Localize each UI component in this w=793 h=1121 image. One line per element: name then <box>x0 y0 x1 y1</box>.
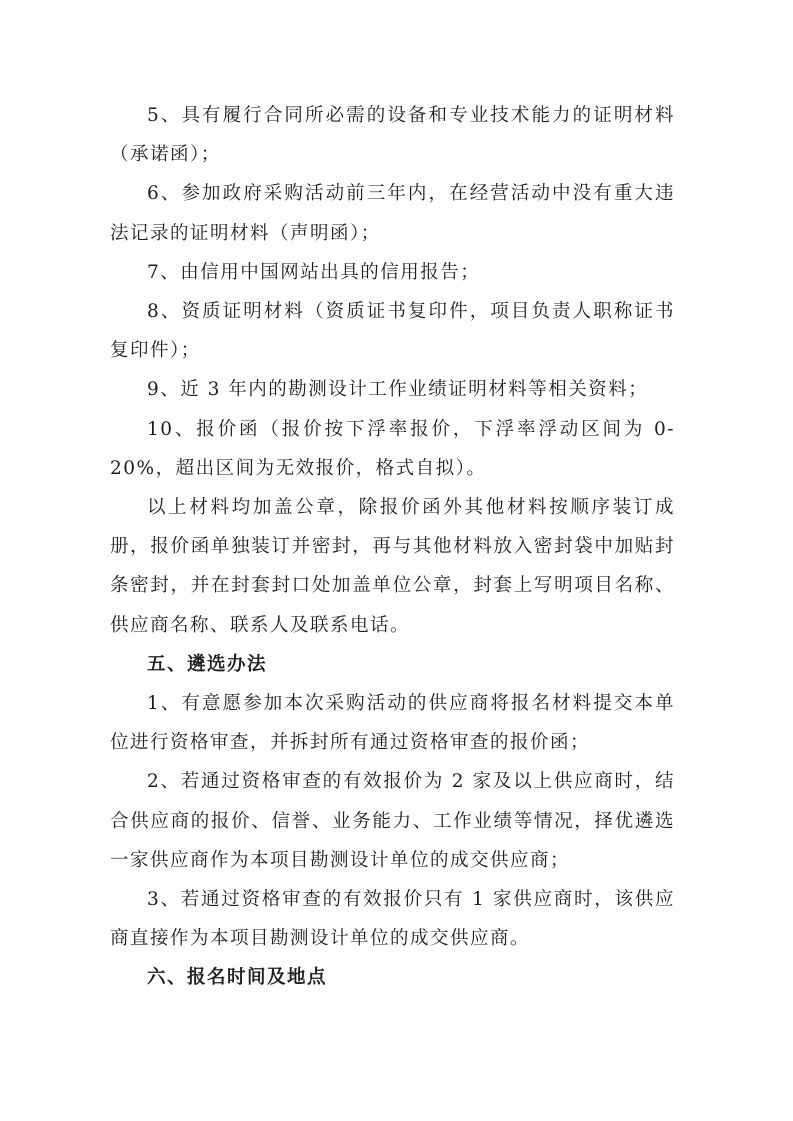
paragraph-item-7: 7、由信用中国网站出具的信用报告； <box>147 261 481 283</box>
paragraph-selection-1: 1、有意愿参加本次采购活动的供应商将报名材料提交本单位进行资格审查，并拆封所有通过资格审查的报价函； <box>110 693 675 754</box>
paragraph-item-9: 9、近 3 年内的勘测设计工作业绩证明材料等相关资料； <box>147 379 649 401</box>
paragraph-item-10: 10、报价函（报价按下浮率报价，下浮率浮动区间为 0-20%，超出区间为无效报价，格式自拟）。 <box>110 418 675 479</box>
paragraph-item-8: 8、资质证明材料（资质证书复印件，项目负责人职称证书复印件）； <box>110 301 675 362</box>
paragraph-selection-3: 3、若通过资格审查的有效报价只有 1 家供应商时，该供应商直接作为本项目勘测设计单位的成交供应商。 <box>110 889 675 950</box>
paragraph-item-6: 6、参加政府采购活动前三年内，在经营活动中没有重大违法记录的证明材料（声明函）； <box>110 183 675 244</box>
section-heading-5: 五、遴选办法 <box>147 653 268 675</box>
paragraph-selection-2: 2、若通过资格审查的有效报价为 2 家及以上供应商时，结合供应商的报价、信誉、业务能力、工作业绩等情况，择优遴选一家供应商作为本项目勘测设计单位的成交供应商； <box>110 771 675 871</box>
paragraph-binding-note: 以上材料均加盖公章，除报价函外其他材料按顺序装订成册，报价函单独装订并密封，再与其他材料放入密封袋中加贴封条密封，并在封套封口处加盖单位公章，封套上写明项目名称、供应商名称、联系人及联系电话。 <box>110 497 675 636</box>
paragraph-item-5: 5、具有履行合同所必需的设备和专业技术能力的证明材料（承诺函）； <box>110 105 675 166</box>
document-body <box>110 96 675 998</box>
section-heading-6: 六、报名时间及地点 <box>147 967 328 989</box>
